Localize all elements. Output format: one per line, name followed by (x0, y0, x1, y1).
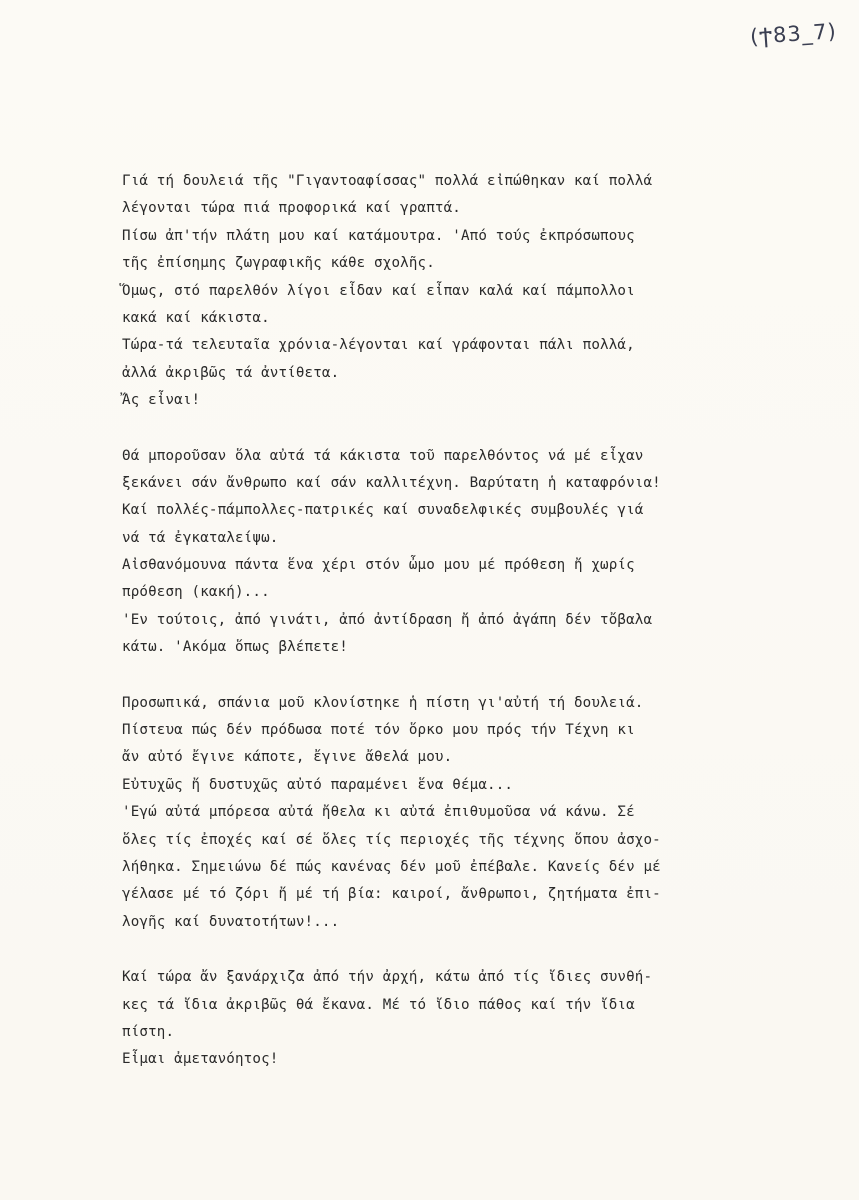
text-line: πίστη. (122, 1023, 175, 1040)
text-line: 'Εν τούτοις, ἀπό γινάτι, ἀπό ἀντίδραση ἤ ἀπό ἀγάπη δέν τὄβαλα (122, 611, 653, 628)
text-line: Εἶμαι ἀμετανόητος! (122, 1051, 279, 1068)
text-line: Εὐτυχῶς ἤ δυστυχῶς αὐτό παραμένει ἕνα θέμα... (122, 776, 514, 793)
paragraph (122, 168, 742, 415)
paragraph (122, 964, 742, 1074)
text-line: Θά μποροῦσαν ὅλα αὐτά τά κάκιστα τοῦ παρελθόντος νά μέ εἶχαν (122, 447, 644, 464)
text-line: λήθηκα. Σημειώνω δέ πώς κανένας δέν μοῦ ἐπέβαλε. Κανείς δέν μέ (122, 858, 661, 875)
text-line: γέλασε μέ τό ζόρι ἤ μέ τή βία: καιροί, ἄνθρωποι, ζητήματα ἐπι- (122, 886, 661, 903)
paragraph (122, 690, 742, 937)
text-line: λογῆς καί δυνατοτήτων!... (122, 913, 340, 930)
text-line: πρόθεση (κακή)... (122, 584, 270, 601)
paragraph (122, 443, 742, 662)
text-line: Πίστευα πώς δέν πρόδωσα ποτέ τόν ὅρκο μου πρός τήν Τέχνη κι (122, 722, 635, 739)
text-line: λέγονται τώρα πιά προφορικά καί γραπτά. (122, 200, 461, 217)
typewritten-text (122, 168, 742, 1102)
text-line: νά τά ἐγκαταλείψω. (122, 529, 279, 546)
text-line: Καί πολλές-πάμπολλες-πατρικές καί συναδελφικές συμβουλές γιά (122, 502, 644, 519)
text-line: τῆς ἐπίσημης ζωγραφικῆς κάθε σχολῆς. (122, 255, 435, 272)
text-line: Ὅμως, στό παρελθόν λίγοι εἶδαν καί εἶπαν καλά καί πάμπολλοι (122, 282, 635, 299)
text-line: ὅλες τίς ἐποχές καί σέ ὅλες τίς περιοχές τῆς τέχνης ὅπου ἀσχο- (122, 831, 661, 848)
text-line: Τώρα-τά τελευταῖα χρόνια-λέγονται καί γράφονται πάλι πολλά, (122, 337, 635, 354)
text-line: κακά καί κάκιστα. (122, 309, 270, 326)
text-line: Γιά τή δουλειά τῆς "Γιγαντοαφίσσας" πολλά εἰπώθηκαν καί πολλά (122, 173, 653, 189)
text-line: Καί τώρα ἄν ξανάρχιζα ἀπό τήν ἀρχή, κάτω ἀπό τίς ἴδιες συνθή- (122, 969, 653, 986)
text-line: ἀλλά ἀκριβῶς τά ἀντίθετα. (122, 364, 340, 381)
text-line: Προσωπικά, σπάνια μοῦ κλονίστηκε ἡ πίστη γι'αὐτή τή δουλειά. (122, 694, 644, 711)
text-line: ἄν αὐτό ἔγινε κάποτε, ἔγινε ἄθελά μου. (122, 749, 453, 766)
text-line: Ἄς εἶναι! (122, 392, 201, 409)
text-line: 'Εγώ αὐτά μπόρεσα αὐτά ἤθελα κι αὐτά ἐπιθυμοῦσα νά κάνω. Σέ (122, 804, 635, 821)
text-line: κάτω. 'Ακόμα ὅπως βλέπετε! (122, 639, 348, 656)
text-line: ξεκάνει σάν ἄνθρωπο καί σάν καλλιτέχνη. Βαρύτατη ἡ καταφρόνια! (122, 474, 661, 491)
text-line: Πίσω ἀπ'τήν πλάτη μου καί κατάμουτρα. 'Από τούς ἐκπρόσωπους (122, 227, 635, 244)
text-line: κες τά ἴδια ἀκριβῶς θά ἔκανα. Μέ τό ἴδιο πάθος καί τήν ἴδια (122, 996, 635, 1013)
text-line: Αἰσθανόμουνα πάντα ἕνα χέρι στόν ὦμο μου μέ πρόθεση ἤ χωρίς (122, 557, 635, 574)
archive-code: (Ϯ83_7) (749, 19, 838, 49)
